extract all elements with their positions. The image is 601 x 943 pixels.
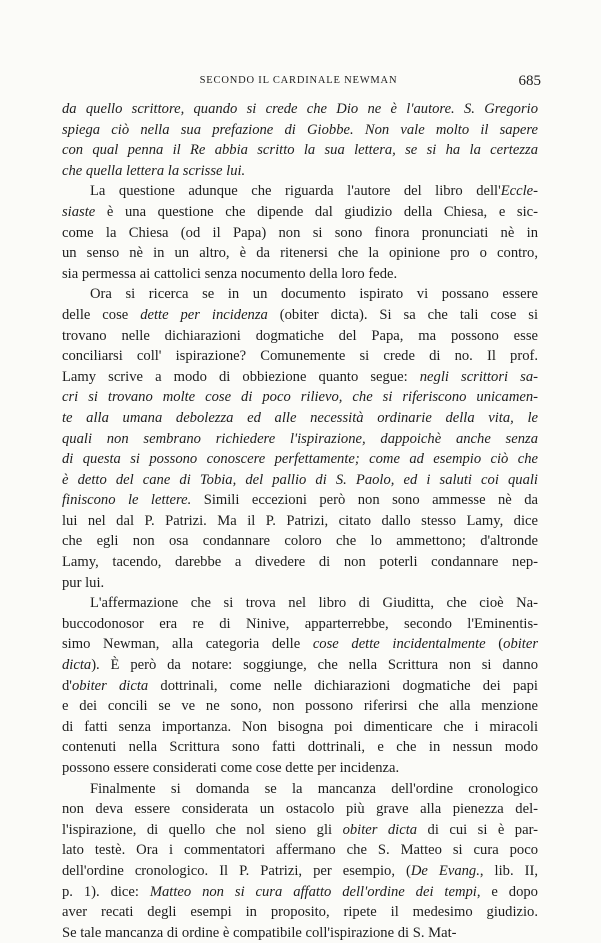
text-line xyxy=(62,573,538,594)
text-line xyxy=(62,305,538,326)
text-run: e dei concili se ve ne sono, non possono riferirsi che alla menzione xyxy=(62,698,538,715)
text-line xyxy=(62,923,538,943)
italic-text: spiega ciò nella sua prefazione di Giobbe. Non vale molto il sapere xyxy=(62,121,538,138)
italic-text: De Evang. xyxy=(410,862,480,879)
italic-text: cose dette incidentalmente xyxy=(312,636,486,653)
paragraph xyxy=(62,284,538,593)
text-run: dottrinali, come nelle dichiarazioni dogmatiche dei papi xyxy=(148,677,538,694)
text-run: conciliarsi coll' ispirazione? Comunemente si crede di no. Il prof. xyxy=(62,348,538,365)
text-run: contenuti nella Scrittura sono fatti dottrinali, e che in nessun modo xyxy=(62,739,538,756)
text-run: delle cose xyxy=(62,306,141,323)
text-run: che egli non osa condannare coloro che lo ammettono; d'altronde xyxy=(62,533,538,550)
text-line xyxy=(62,223,538,244)
text-run: dell'ordine cronologico. Il P. Patrizi, per esempio, ( xyxy=(62,862,411,879)
text-line xyxy=(62,511,538,532)
text-run: non deva essere considerata un ostacolo più grave alla pienezza del- xyxy=(62,801,538,818)
text-line xyxy=(62,284,538,305)
text-line xyxy=(62,99,538,120)
text-run: trovano nelle dichiarazioni dogmatiche del Papa, ma possono esse xyxy=(62,327,538,344)
paragraph xyxy=(62,99,538,181)
italic-text: che quella lettera la scrisse lui. xyxy=(62,162,246,179)
text-run: L'affermazione che si trova nel libro di Giuditta, che cioè Na- xyxy=(90,595,538,612)
text-line xyxy=(62,161,538,182)
body-text xyxy=(62,99,538,943)
italic-text: Matteo non si cura affatto dell'ordine dei tempi xyxy=(149,883,477,900)
italic-text: quali non sembrano richiedere l'ispirazione, dappoichè anche senza xyxy=(62,430,538,447)
text-line xyxy=(62,552,538,573)
text-line xyxy=(62,367,538,388)
text-line xyxy=(62,449,538,470)
text-run: un senso nè in un altro, è da ritenersi che la opinione pro o contro, xyxy=(62,245,538,262)
text-line xyxy=(62,202,538,223)
running-head-title: SECONDO IL CARDINALE NEWMAN xyxy=(199,75,398,86)
text-run: (obiter dicta). Si sa che tali cose si xyxy=(267,306,539,323)
text-run: di fatti senza importanza. Non bisogna poi dimenticare che i miracoli xyxy=(62,718,538,735)
text-run: lato testè. Ora i commentatori affermano che S. Matteo si cura poco xyxy=(62,842,538,859)
paragraph xyxy=(62,779,538,943)
text-line xyxy=(62,387,538,408)
italic-text: è detto del cane di Tobia, del pallio di S. Paolo, ed i saluti coi quali xyxy=(62,471,538,488)
paragraph xyxy=(62,593,538,778)
text-run: possono essere considerati come cose dette per incidenza. xyxy=(62,760,400,776)
text-run: , lib. II, xyxy=(479,862,538,879)
text-line xyxy=(62,634,538,655)
text-run: , e dopo xyxy=(476,883,538,900)
italic-text: dette per incidenza xyxy=(140,306,268,323)
text-line xyxy=(62,120,538,141)
italic-text: di questa si possono conoscere perfettamente; come ad esempio ciò che xyxy=(62,451,538,468)
text-run: è una questione che dipende dal giudizio della Chiesa, e sic- xyxy=(95,203,538,220)
text-run: di cui si è par- xyxy=(417,821,538,838)
text-run: d' xyxy=(62,677,72,694)
text-run: buccodonosor era re di Ninive, apparterrebbe, secondo l'Eminentis- xyxy=(62,615,538,632)
text-run: come la Chiesa (od il Papa) non si sono finora pronunciati nè in xyxy=(62,224,538,241)
text-run: p. 1). dice: xyxy=(62,883,150,900)
text-run: Lamy, tacendo, darebbe a divedere di non poterli condannare nep- xyxy=(62,554,538,571)
text-line xyxy=(62,429,538,450)
text-line xyxy=(62,408,538,429)
italic-text: dicta xyxy=(62,657,92,674)
text-line xyxy=(62,902,538,923)
text-line xyxy=(62,737,538,758)
text-run: l'ispirazione, di quello che nol sieno gli xyxy=(62,821,343,838)
running-head xyxy=(56,73,541,89)
page-number: 685 xyxy=(518,73,541,89)
italic-text: obiter xyxy=(503,636,539,653)
text-run: pur lui. xyxy=(62,574,105,591)
text-line xyxy=(62,840,538,861)
text-line xyxy=(62,140,538,161)
text-run: aver recati degli esempi in proposito, ripete il medesimo giudizio. xyxy=(62,904,538,921)
text-run: La questione adunque che riguarda l'autore del libro dell' xyxy=(90,183,501,200)
text-line xyxy=(62,820,538,841)
text-run: lui nel dal P. Patrizi. Ma il P. Patrizi, citato dallo stesso Lamy, dice xyxy=(62,512,538,529)
paragraph xyxy=(62,181,538,284)
text-line xyxy=(62,717,538,738)
italic-text: negli scrittori sa- xyxy=(419,368,538,385)
text-line xyxy=(62,861,538,882)
italic-text: obiter dicta xyxy=(342,821,418,838)
italic-text: da quello scrittore, quando si crede che Dio ne è l'autore. S. Gregorio xyxy=(62,101,538,117)
text-line xyxy=(62,490,538,511)
text-run: ). È però da notare: soggiunge, che nella Scrittura non si danno xyxy=(91,657,538,674)
text-line xyxy=(62,243,538,264)
italic-text: siaste xyxy=(62,203,96,220)
text-line xyxy=(62,655,538,676)
text-line xyxy=(62,531,538,552)
text-line xyxy=(62,882,538,903)
italic-text: Eccle- xyxy=(500,183,538,200)
text-line xyxy=(62,264,538,285)
italic-text: obiter dicta xyxy=(71,677,149,694)
text-run: Se tale mancanza di ordine è compatibile coll'ispirazione di S. Mat- xyxy=(62,924,457,941)
italic-text: cri si trovano molte cose di poco rilievo, che si riferiscono unicamen- xyxy=(62,389,538,406)
text-line xyxy=(62,326,538,347)
text-run: Lamy scrive a modo di obbiezione quanto segue: xyxy=(62,368,420,385)
text-run: simo Newman, alla categoria delle xyxy=(62,636,313,653)
text-line xyxy=(62,779,538,800)
text-run: Ora si ricerca se in un documento ispirato vi possano essere xyxy=(90,286,538,303)
text-line xyxy=(62,593,538,614)
text-run: Finalmente si domanda se la mancanza dell'ordine cronologico xyxy=(90,780,538,797)
text-line xyxy=(62,799,538,820)
text-run: sia permessa ai cattolici senza nocumento della loro fede. xyxy=(62,265,398,282)
text-line xyxy=(62,346,538,367)
text-line xyxy=(62,181,538,202)
italic-text: te alla umana debolezza ed alle necessità ordinarie della vita, le xyxy=(62,409,538,426)
italic-text: con qual penna il Re abbia scritto la sua lettera, se si ha la certezza xyxy=(62,142,538,159)
text-line xyxy=(62,470,538,491)
text-run: ( xyxy=(485,636,504,653)
text-run: Simili eccezioni però non sono ammesse nè da xyxy=(191,492,538,509)
text-line xyxy=(62,614,538,635)
text-line xyxy=(62,696,538,717)
text-line xyxy=(62,758,538,779)
italic-text: finiscono le lettere. xyxy=(62,492,192,509)
text-line xyxy=(62,676,538,697)
